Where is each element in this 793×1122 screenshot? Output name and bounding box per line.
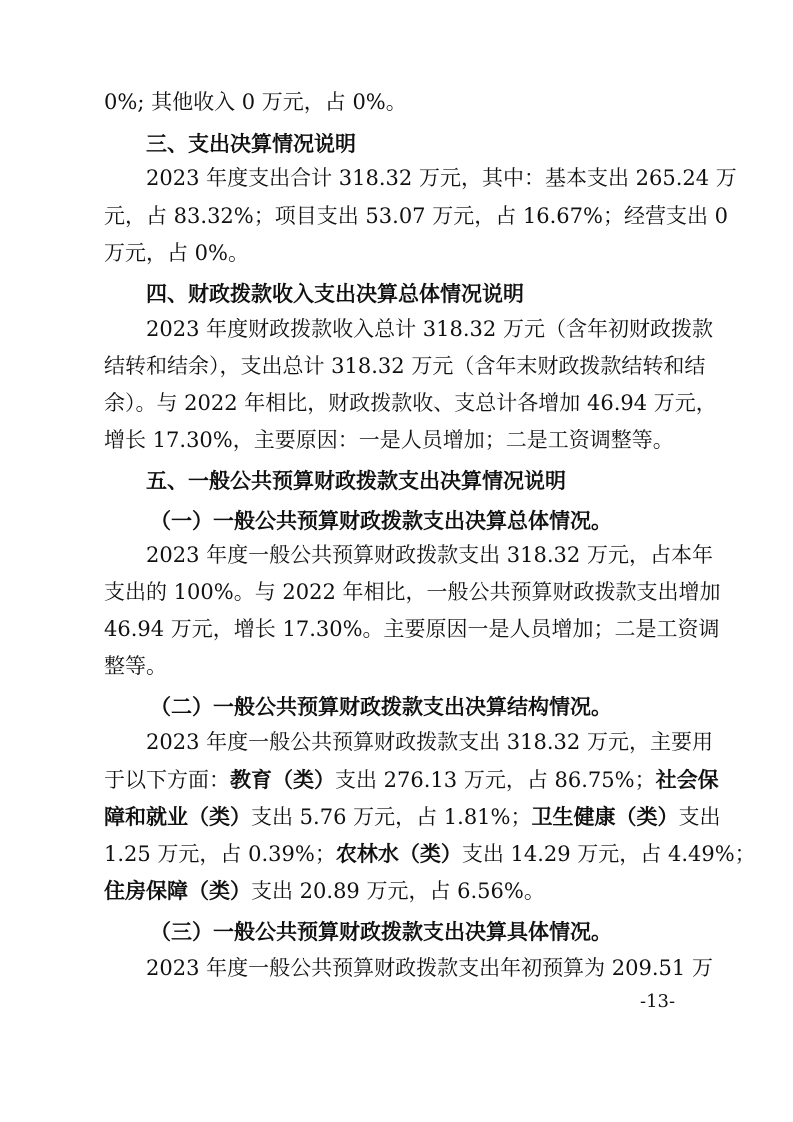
category-label: 社会保 (655, 767, 719, 792)
text-run: 于以下方面： (104, 768, 230, 792)
text-line: 2023 年度一般公共预算财政拨款支出年初预算为 209.51 万 (146, 956, 713, 980)
text-line: 2023 年度一般公共预算财政拨款支出 318.32 万元，主要用 (146, 730, 713, 754)
text-run: 支出 14.29 万元，占 4.49%； (461, 842, 756, 866)
text-run: 支出 20.89 万元，占 6.56%。 (251, 879, 545, 903)
subsection-heading: （三）一般公共预算财政拨款支出决算具体情况。 (150, 919, 612, 944)
text-line: 2023 年度财政拨款收入总计 318.32 万元（含年初财政拨款 (146, 317, 713, 341)
text-line: 2023 年度支出合计 318.32 万元，其中：基本支出 265.24 万 (146, 166, 737, 190)
text-line (104, 873, 694, 909)
text-line (104, 799, 721, 835)
section-heading: 五、一般公共预算财政拨款支出决算情况说明 (146, 469, 566, 493)
subsection-heading: （一）一般公共预算财政拨款支出决算总体情况。 (150, 508, 612, 533)
text-line: 增长 17.30%，主要原因：一是人员增加；二是工资调整等。 (104, 428, 674, 452)
text-line: 整等。 (104, 654, 167, 678)
text-run: 支出 (678, 805, 721, 829)
subsection-heading: （二）一般公共预算财政拨款支出决算结构情况。 (150, 694, 612, 719)
section-heading: 四、财政拨款收入支出决算总体情况说明 (146, 282, 524, 306)
text-line: 结转和结余），支出总计 318.32 万元（含年末财政拨款结转和结 (104, 354, 706, 378)
text-line: 2023 年度一般公共预算财政拨款支出 318.32 万元，占本年 (146, 543, 713, 567)
category-label: 障和就业（类） (104, 804, 251, 829)
text-line (104, 762, 719, 798)
category-label: 农林水（类） (335, 841, 462, 866)
text-run: 支出 5.76 万元，占 1.81%； (251, 805, 532, 829)
text-line: 余）。与 2022 年相比，财政拨款收、支总计各增加 46.94 万元， (104, 391, 717, 415)
text-line: 支出的 100%。与 2022 年相比，一般公共预算财政拨款支出增加 (104, 580, 721, 604)
text-line (104, 836, 756, 872)
category-label: 教育（类） (230, 767, 335, 792)
section-heading: 三、支出决算情况说明 (146, 132, 356, 156)
text-run: 1.25 万元，占 0.39%； (104, 842, 336, 866)
text-run: 支出 276.13 万元，占 86.75%； (335, 768, 656, 792)
text-line: 元，占 83.32%；项目支出 53.07 万元，占 16.67%；经营支出 0 (104, 204, 728, 228)
text-line: 万元，占 0%。 (104, 241, 249, 265)
category-label: 卫生健康（类） (531, 804, 679, 829)
page-number: -13- (640, 991, 676, 1012)
category-label: 住房保障（类） (104, 878, 251, 903)
text-line: 46.94 万元，增长 17.30%。主要原因一是人员增加；二是工资调 (104, 617, 720, 641)
text-line: 0%; 其他收入 0 万元，占 0%。 (104, 90, 407, 114)
